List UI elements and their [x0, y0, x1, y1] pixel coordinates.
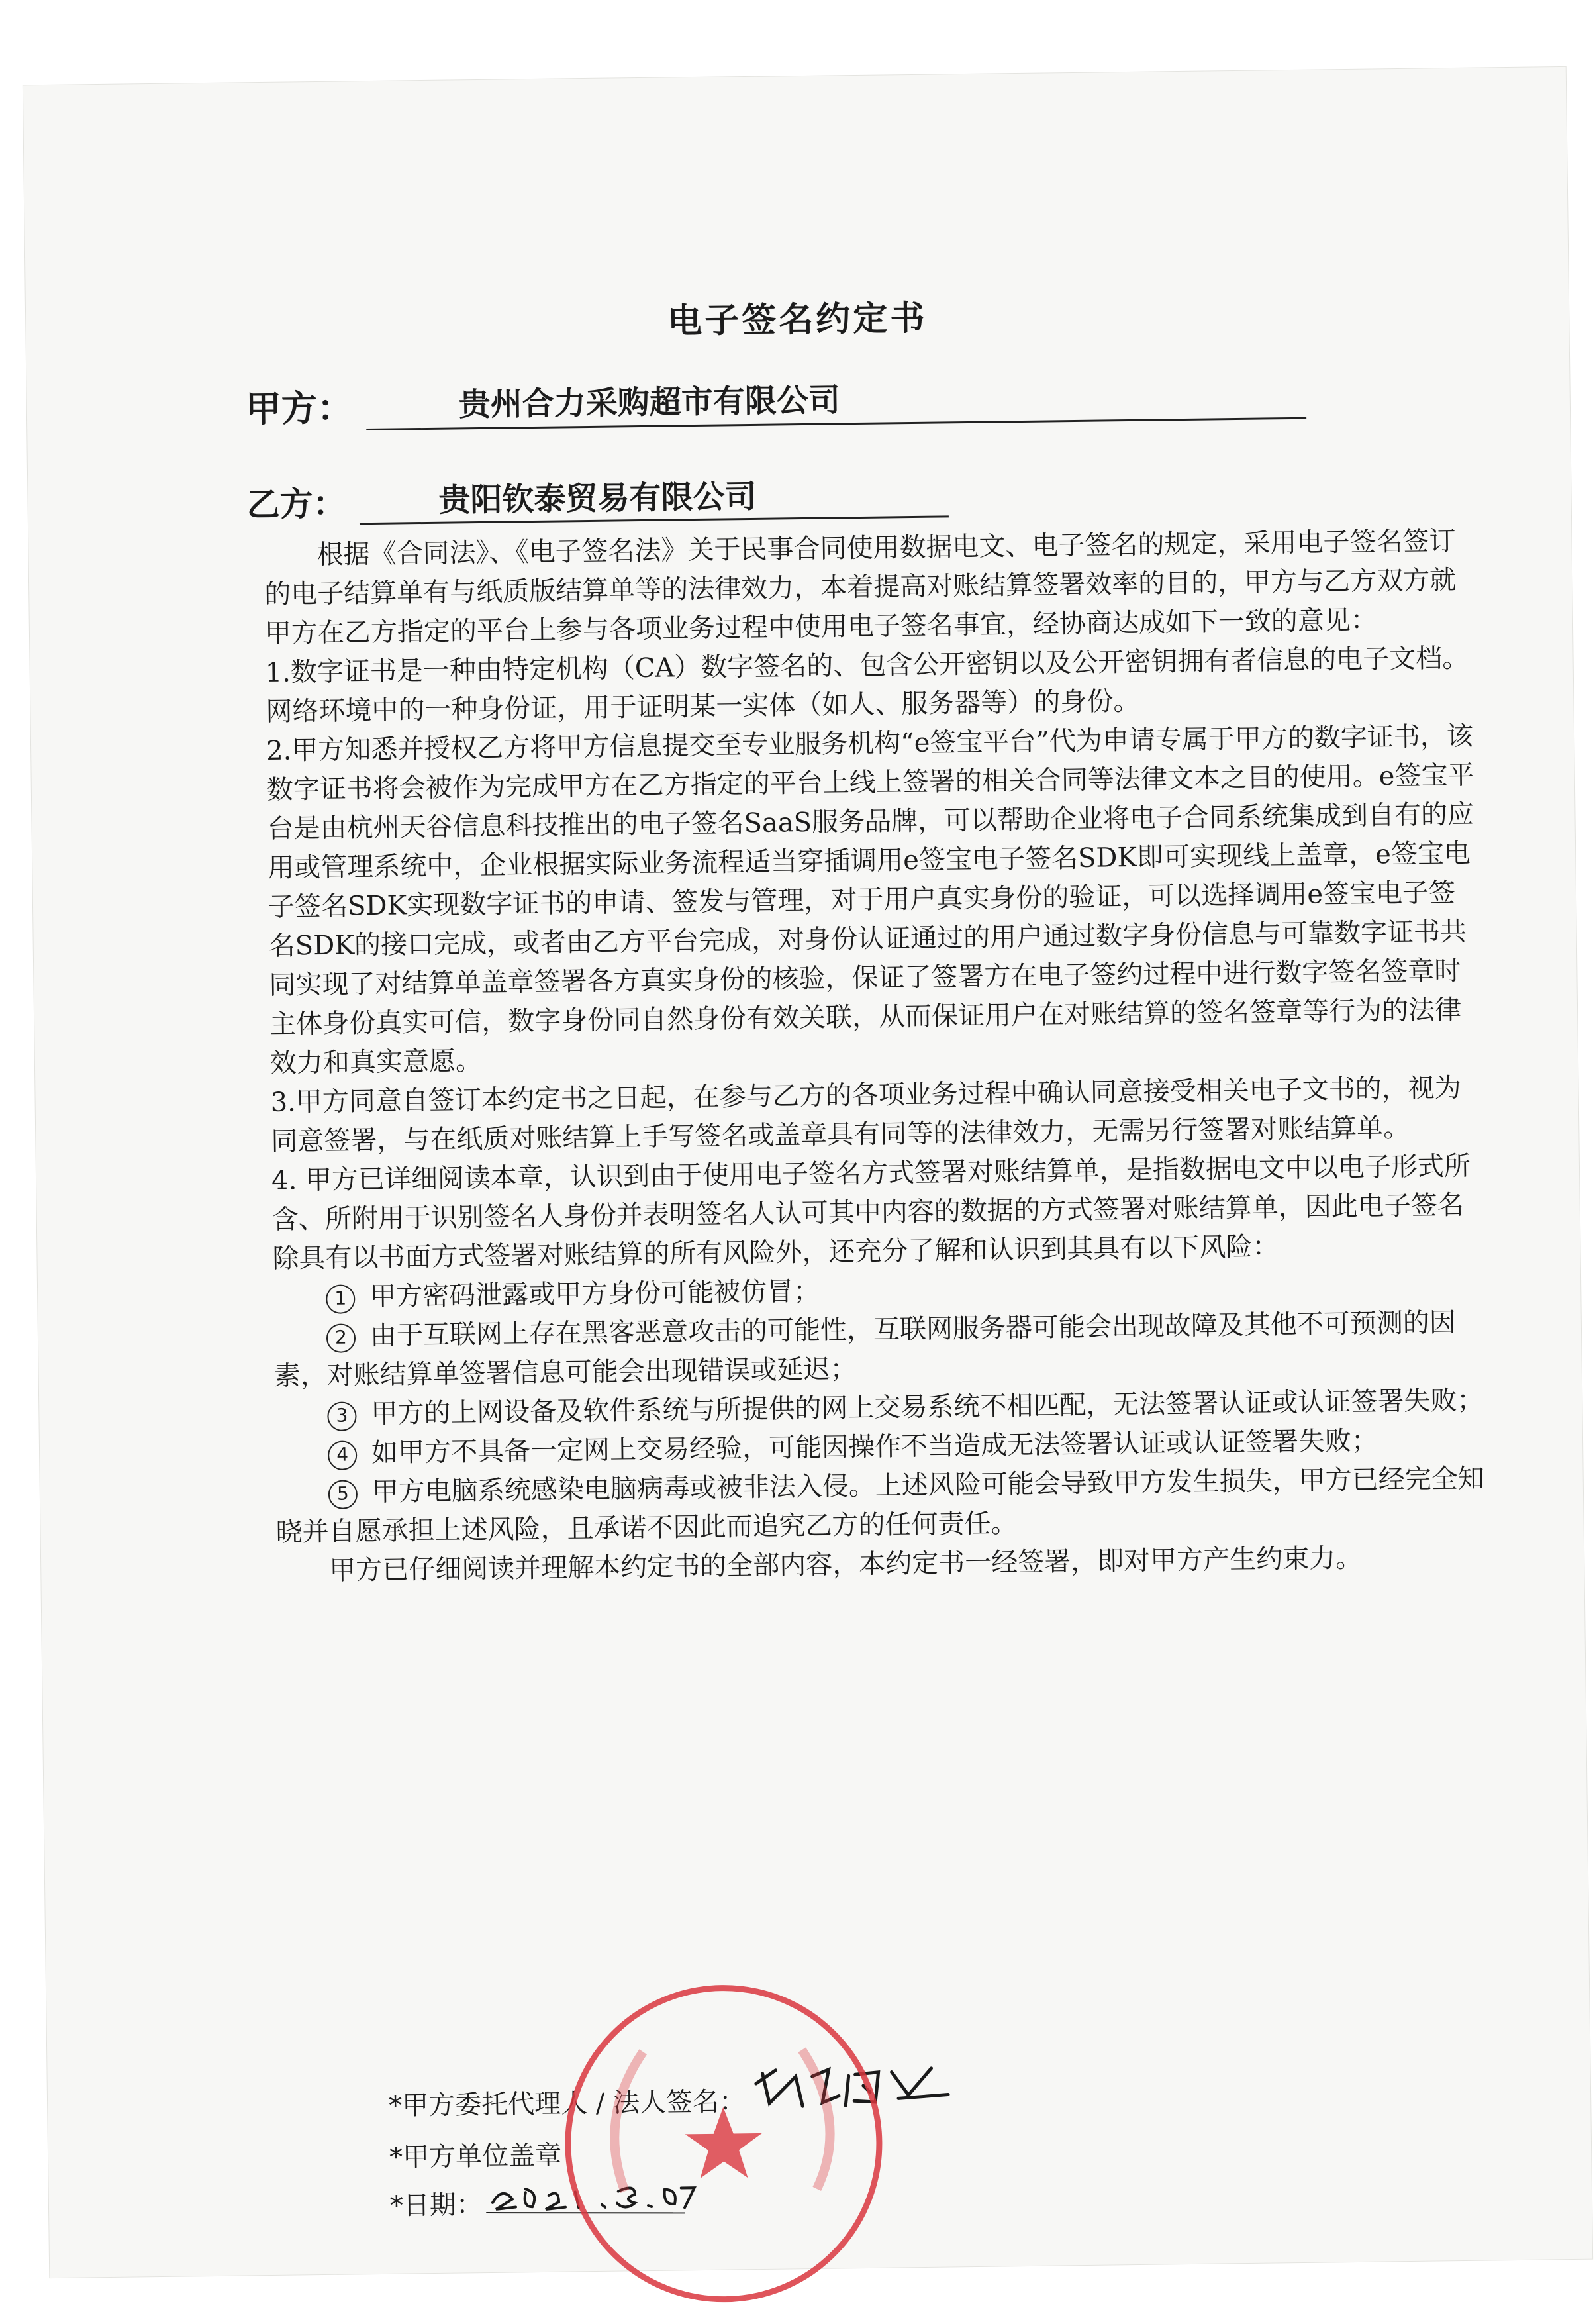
risk-number-badge: 5: [328, 1480, 358, 1509]
document-title: 电子签名约定书: [667, 297, 928, 342]
signature-label: *甲方委托代理人 / 法人签名：: [388, 2086, 746, 2121]
intro-paragraph: 根据《合同法》、《电子签名法》关于民事合同使用数据电文、电子签名的规定，采用电子签名签订的电子结算单有与纸质版结算单等的法律效力，本着提高对账结算签署效率的目的，甲方与乙方双方就甲方在乙方指定的平台上参与各项业务过程中使用电子签名事宜，经协商达成如下一致的意见：: [264, 525, 1457, 649]
date-row: [390, 2184, 483, 2223]
risk-text: 甲方的上网设备及软件系统与所提供的网上交易系统不相匹配，无法签署认证或认证签署失败；: [371, 1385, 1484, 1430]
party-b-name: 贵阳钦泰贸易有限公司: [359, 468, 949, 525]
risk-number-badge: 2: [326, 1323, 356, 1353]
document-page: [23, 67, 1592, 2278]
clause-1: 1.数字证书是一种由特定机构（CA）数字签名的、包含公开密钥以及公开密钥拥有者信息的电子文档。网络环境中的一种身份证，用于证明某一实体（如人、服务器等）的身份。: [265, 642, 1469, 727]
party-a-name: 贵州合力采购超市有限公司: [365, 369, 1306, 430]
clause-4: 4. 甲方已详细阅读本章，认识到由于使用电子签名方式签署对账结算单，是指数据电文中以电子形式所含、所附用于识别签名人身份并表明签名人认可其中内容的数据的方式签署对账结算单，因此电子签名除具有以书面方式签署对账结算的所有风险外，还充分了解和认识到其具有以下风险：: [271, 1150, 1471, 1274]
party-b-row: [246, 468, 949, 526]
risk-number-badge: 4: [328, 1440, 358, 1470]
company-seal: [550, 1970, 898, 2318]
party-b-label: 乙方：: [246, 483, 346, 525]
closing-paragraph: 甲方已仔细阅读并理解本约定书的全部内容，本约定书一经签署，即对甲方产生约束力。: [329, 1542, 1363, 1586]
seal-label: *甲方单位盖章: [389, 2140, 562, 2173]
party-a-label: 甲方：: [245, 386, 354, 430]
risk-text: 由于互联网上存在黑客恶意攻击的可能性，互联网服务器可能会出现故障及其他不可预测的因素，对账结算单签署信息可能会出现错误或延迟；: [273, 1307, 1457, 1391]
party-a-row: [245, 368, 1306, 432]
date-label: *日期：: [389, 2190, 483, 2221]
agreement-body: [264, 522, 1488, 1591]
risk-item: [273, 1303, 1486, 1396]
risk-text: 甲方密码泄露或甲方身份可能被仿冒；: [369, 1276, 820, 1313]
clause-2: 2.甲方知悉并授权乙方将甲方信息提交至专业服务机构“e签宝平台”代为申请专属于甲方的数字证书，该数字证书将会被作为完成甲方在乙方指定的平台上线上签署的相关合同等法律文本之目的使用。e签宝平台是由杭州天谷信息科技推出的电子签名SaaS服务品牌，可以帮助企业将电子合同系统集成到自有的应用或管理系统中，企业根据实际业务流程适当穿插调用e签宝电子签名SDK即可实现线上盖章，e签宝电子签名SDK实现数字证书的申请、签发与管理，对于用户真实身份的验证，可以选择调用e签宝电子签名SDK的接口完成，或者由乙方平台完成，对身份认证通过的用户通过数字身份信息与可靠数字证书共同实现了对结算单盖章签署各方真实身份的核验，保证了签署方在电子签约过程中进行数字签名签章时主体身份真实可信，数字身份同自然身份有效关联，从而保证用户在对账结算的签名签章等行为的法律效力和真实意愿。: [266, 721, 1474, 1079]
risk-text: 如甲方不具备一定网上交易经验，可能因操作不当造成无法签署认证或认证签署失败；: [371, 1425, 1378, 1469]
risk-text: 甲方电脑系统感染电脑病毒或被非法入侵。上述风险可能会导致甲方发生损失，甲方已经完全知晓并自愿承担上述风险，且承诺不因此而追究乙方的任何责任。: [275, 1463, 1485, 1548]
clause-3: 3.甲方同意自签订本约定书之日起，在参与乙方的各项业务过程中确认同意接受相关电子文书的，视为同意签署，与在纸质对账结算上手写签名或盖章具有同等的法律效力，无需另行签署对账结算单。: [270, 1072, 1461, 1157]
risk-item: [275, 1460, 1488, 1552]
risk-number-badge: 3: [327, 1401, 357, 1431]
risk-number-badge: 1: [326, 1284, 356, 1314]
